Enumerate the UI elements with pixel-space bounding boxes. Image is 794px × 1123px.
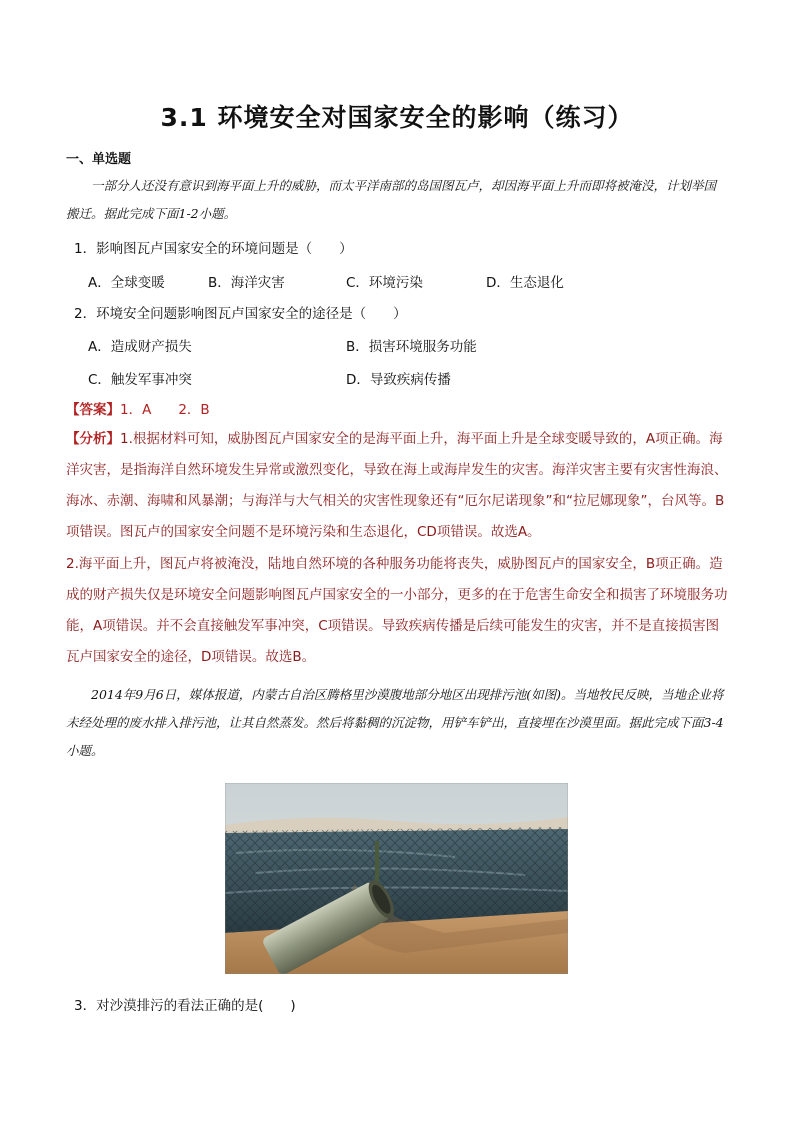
question-2-stem: 2．环境安全问题影响图瓦卢国家安全的途径是（ ） xyxy=(74,306,407,322)
passage-1: 一部分人还没有意识到海平面上升的威胁，而太平洋南部的岛国图瓦卢，却因海平面上升而即将被淹没，计划举国搬迁。据此完成下面1-2小题。 xyxy=(66,178,717,221)
question-2-option-b: B．损害环境服务功能 xyxy=(346,339,477,355)
sewage-pond-photo xyxy=(225,783,568,974)
question-1-stem: 1．影响图瓦卢国家安全的环境问题是（ ） xyxy=(74,241,353,257)
passage-2: 2014年9月6日，媒体报道，内蒙古自治区腾格里沙漠腹地部分地区出现排污池(如图)。当地牧民反映，当地企业将未经处理的废水排入排污池，让其自然蒸发。然后将黏稠的沉淀物，用铲车铲出，直接埋在沙漠里面。据此完成下面3-4小题。 xyxy=(66,687,724,758)
answer-line xyxy=(66,398,210,418)
answer-text: 1．A 2．B xyxy=(120,402,210,418)
analysis-paragraph-1 xyxy=(66,424,730,548)
question-1-option-c: C．环境污染 xyxy=(346,275,423,291)
question-2-option-a: A．造成财产损失 xyxy=(88,339,192,355)
section-heading: 一、单选题 xyxy=(66,152,132,167)
analysis-text-1: 1.根据材料可知，威胁图瓦卢国家安全的是海平面上升，海平面上升是全球变暖导致的，A项正确。海洋灾害，是指海洋自然环境发生异常或激烈变化，导致在海上或海岸发生的灾害。海洋灾害主要有灾害性海浪、海冰、赤潮、海啸和风暴潮；与海洋与大气相关的灾害性现象还有“厄尔尼诺现象”和“拉尼娜现象”，台风等。B项错误。图瓦卢的国家安全问题不是环境污染和生态退化，CD项错误。故选A。 xyxy=(66,431,728,540)
question-1-option-d: D．生态退化 xyxy=(486,275,564,291)
question-1-option-a: A．全球变暖 xyxy=(88,275,165,291)
question-2-option-c: C．触发军事冲突 xyxy=(88,372,192,388)
analysis-paragraph-2: 2.海平面上升，图瓦卢将被淹没，陆地自然环境的各种服务功能将丧失，威胁图瓦卢的国家安全，B项正确。造成的财产损失仅是环境安全问题影响图瓦卢国家安全的一小部分，更多的在于危害生命安全和损害了环境服务功能，A项错误。并不会直接触发军事冲突，C项错误。导致疾病传播是后续可能发生的灾害，并不是直接损害图瓦卢国家安全的途径，D项错误。故选B。 xyxy=(66,556,728,665)
question-2-option-d: D．导致疾病传播 xyxy=(346,372,451,388)
page-title: 3.1 环境安全对国家安全的影响（练习） xyxy=(160,103,634,132)
answer-tag: 【答案】 xyxy=(66,402,120,418)
question-3-stem: 3．对沙漠排污的看法正确的是( ) xyxy=(74,998,296,1014)
question-1-option-b: B．海洋灾害 xyxy=(208,275,285,291)
analysis-tag: 【分析】 xyxy=(66,431,120,447)
